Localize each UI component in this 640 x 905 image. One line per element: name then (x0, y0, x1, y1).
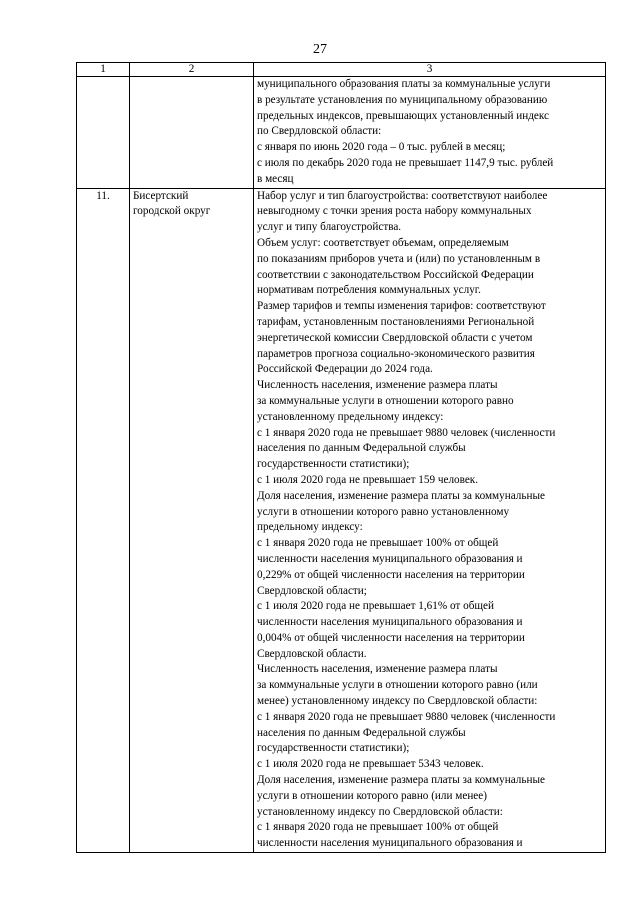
text-line: государственности статистики); (257, 458, 410, 471)
text-line: с 1 января 2020 года не превышает 100% от общей (257, 537, 499, 550)
continuation-row (77, 77, 606, 189)
text-line: Набор услуг и тип благоустройства: соответствуют наиболее (257, 189, 548, 202)
text-line: 0,229% от общей численности населения на территории (257, 568, 525, 581)
text-line: с января по июнь 2020 года – 0 тыс. рублей в месяц; (257, 141, 506, 154)
text-line: 0,004% от общей численности населения на территории (257, 631, 525, 644)
text-line: Доля населения, изменение размера платы за коммунальные (257, 774, 545, 787)
page-number: 27 (313, 42, 327, 57)
text-line: с 1 января 2020 года не превышает 9880 человек (численности (257, 710, 556, 723)
text-line: Объем услуг: соответствует объемам, определяемым (257, 236, 509, 249)
text-line: энергетической комиссии Свердловской области с учетом (257, 331, 533, 344)
column-header-2: 2 (130, 63, 254, 77)
row-description (254, 188, 606, 852)
text-line: населения по данным Федеральной службы (257, 726, 466, 739)
text-line: за коммунальные услуги в отношении которого равно (или (257, 679, 538, 692)
text-line: Свердловской области; (257, 584, 367, 597)
text-line: численности населения муниципального образования и (257, 552, 523, 565)
text-line: по Свердловской области: (257, 125, 382, 138)
text-line: предельных индексов, превышающих установленный индекс (257, 109, 549, 122)
text-line: Размер тарифов и темпы изменения тарифов: соответствуют (257, 300, 546, 313)
continuation-cell-number (77, 77, 130, 189)
text-line: менее) установленному индексу по Свердловской области: (257, 695, 538, 708)
text-line: услуги в отношении которого равно (или менее) (257, 789, 487, 802)
text-line: услуги в отношении которого равно установленному (257, 505, 510, 518)
text-line: Свердловской области. (257, 647, 367, 660)
text-line: с 1 июля 2020 года не превышает 159 человек. (257, 473, 479, 486)
text-line: с 1 июля 2020 года не превышает 5343 человек. (257, 758, 484, 771)
data-table (76, 62, 606, 853)
text-line: установленному предельному индексу: (257, 410, 444, 423)
text-line: по показаниям приборов учета и (или) по установленным в (257, 252, 541, 265)
municipality-name (130, 188, 254, 852)
text-line: Бисертский (133, 189, 189, 202)
table-row (77, 188, 606, 852)
row-number: 11. (77, 188, 130, 852)
text-line: городской округ (133, 205, 211, 218)
text-line: услуг и типу благоустройства. (257, 221, 402, 234)
text-line: с 1 июля 2020 года не превышает 1,61% от общей (257, 600, 494, 613)
text-line: нормативам потребления коммунальных услуг. (257, 284, 481, 297)
text-line: Доля населения, изменение размера платы за коммунальные (257, 489, 545, 502)
text-line: численности населения муниципального образования и (257, 837, 523, 850)
text-line: предельному индексу: (257, 521, 363, 534)
continuation-cell-name (130, 77, 254, 189)
text-line: с июля по декабрь 2020 года не превышает 1147,9 тыс. рублей (257, 156, 554, 169)
text-line: параметров прогноза социально-экономического развития (257, 347, 535, 360)
text-line: населения по данным Федеральной службы (257, 442, 466, 455)
text-line: Численность населения, изменение размера платы (257, 379, 498, 392)
text-line: численности населения муниципального образования и (257, 616, 523, 629)
table-header-row (77, 63, 606, 77)
text-line: Численность населения, изменение размера платы (257, 663, 498, 676)
text-line: в месяц (257, 172, 294, 185)
text-line: невыгодному с точки зрения роста набору коммунальных (257, 205, 532, 218)
continuation-cell-text (254, 77, 606, 189)
text-line: за коммунальные услуги в отношении которого равно (257, 394, 514, 407)
text-line: государственности статистики); (257, 742, 410, 755)
text-line: Российской Федерации до 2024 года. (257, 363, 433, 376)
text-line: в результате установления по муниципальному образованию (257, 93, 548, 106)
text-line: установленному индексу по Свердловской области: (257, 805, 503, 818)
column-header-1: 1 (77, 63, 130, 77)
text-line: муниципального образования платы за коммунальные услуги (257, 78, 551, 90)
column-header-3: 3 (254, 63, 606, 77)
text-line: тарифам, установленным постановлениями Региональной (257, 315, 535, 328)
text-line: соответствии с законодательством Российской Федерации (257, 268, 534, 281)
text-line: с 1 января 2020 года не превышает 9880 человек (численности (257, 426, 556, 439)
text-line: с 1 января 2020 года не превышает 100% от общей (257, 821, 499, 834)
